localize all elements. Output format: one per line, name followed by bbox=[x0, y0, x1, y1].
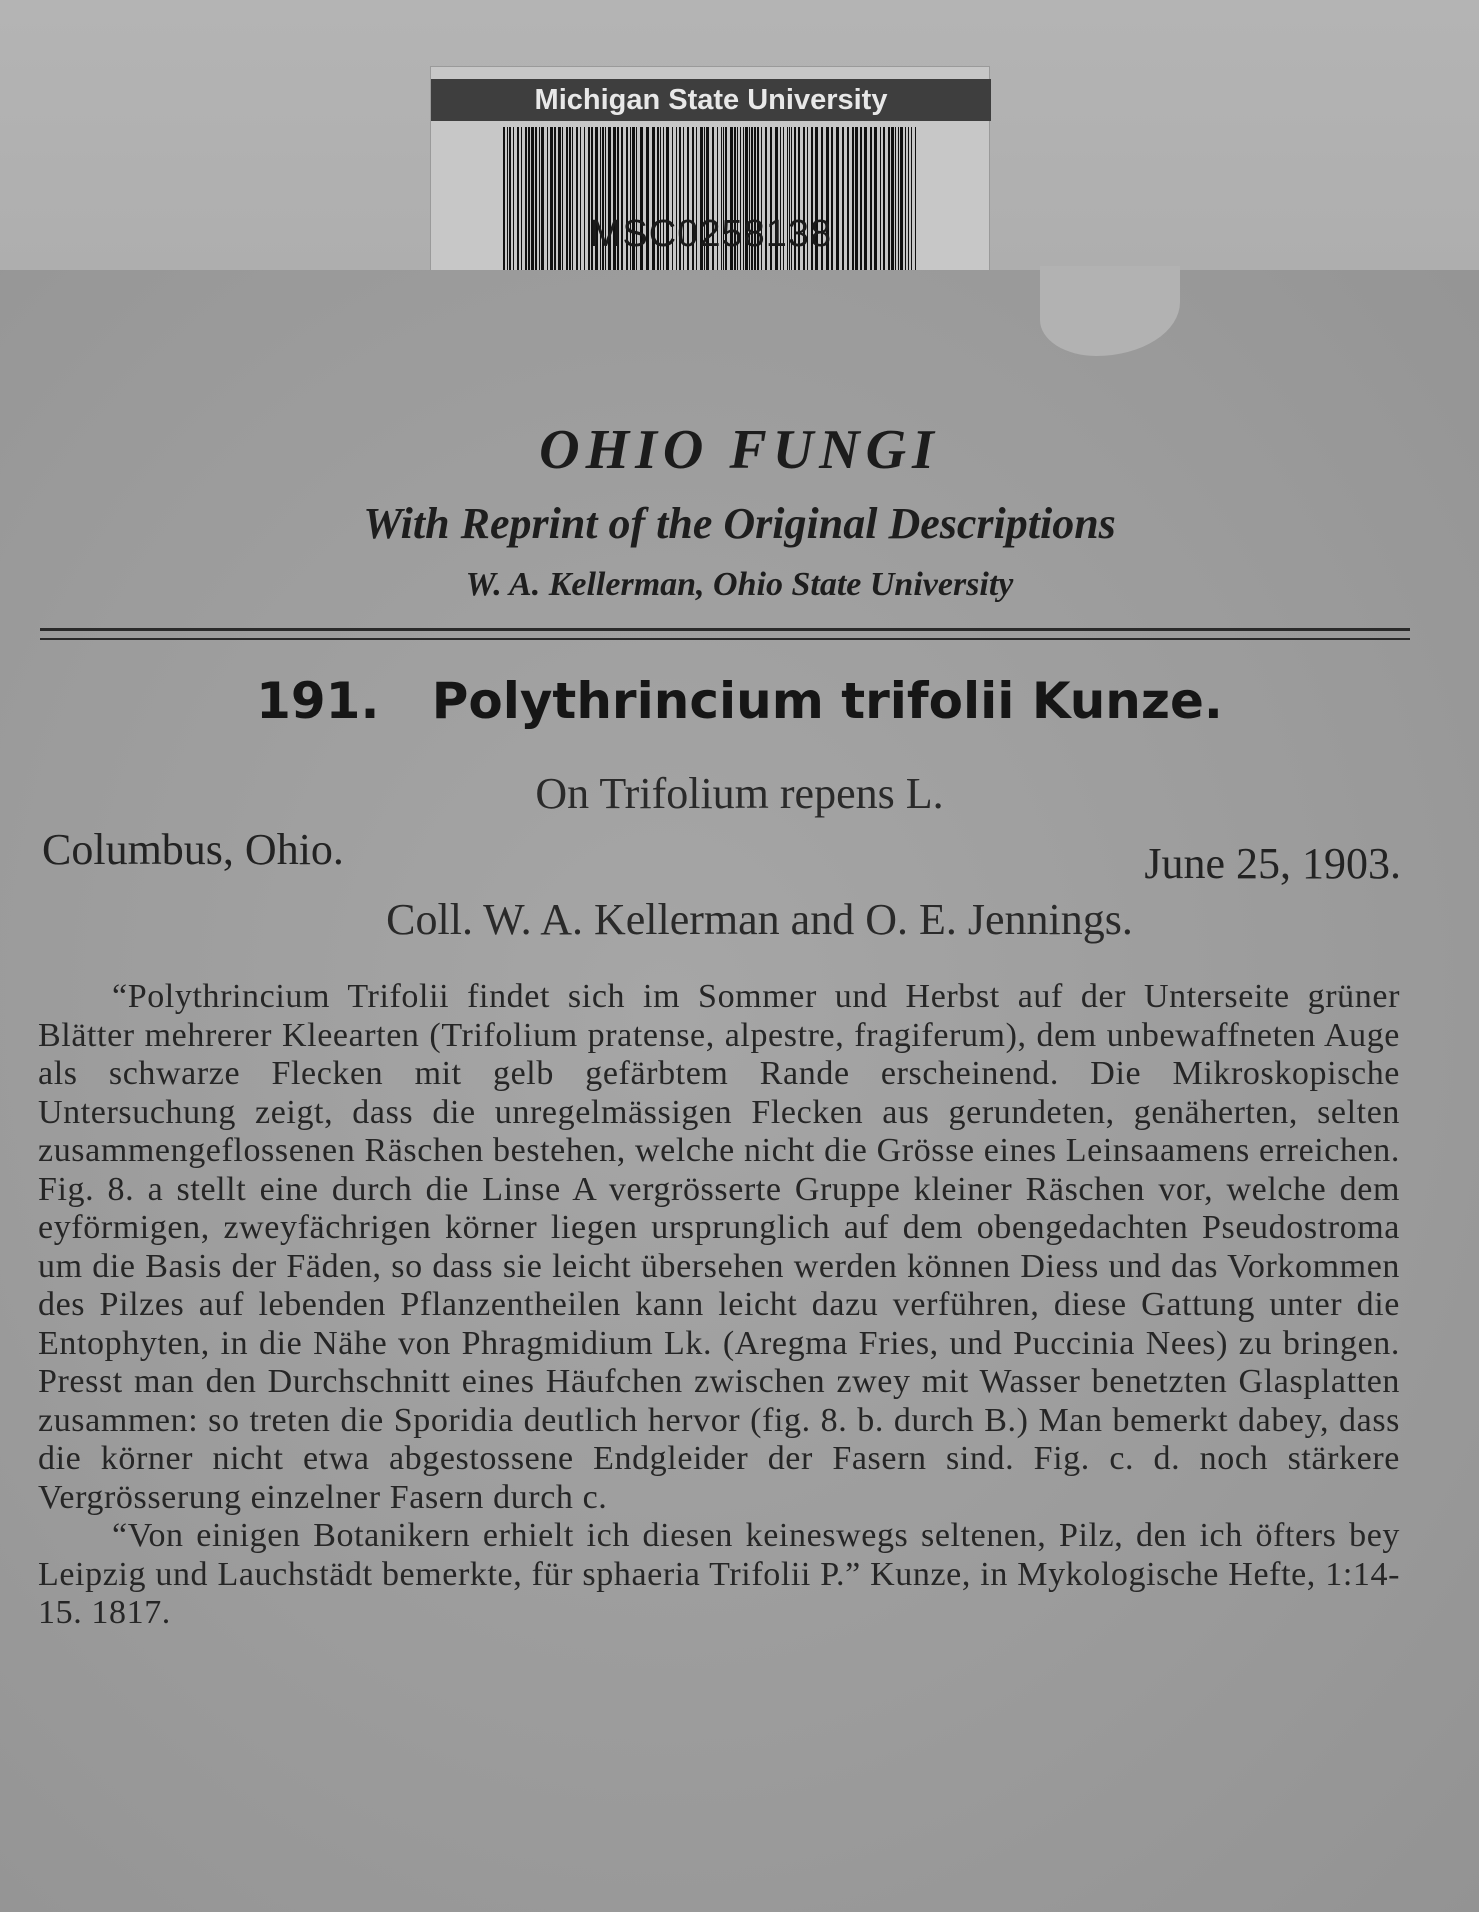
collection-locality: Columbus, Ohio. bbox=[42, 825, 344, 874]
collection-date: June 25, 1903. bbox=[1144, 839, 1401, 888]
barcode-image bbox=[501, 127, 921, 285]
series-author: W. A. Kellerman, Ohio State University bbox=[465, 566, 1014, 603]
herbarium-barcode-label bbox=[430, 66, 990, 276]
divider-rule-bottom bbox=[40, 638, 1410, 640]
description-paragraph: “Polythrincium Trifolii findet sich im Sommer und Herbst auf der Unterseite grüner Blätter mehrerer Kleearten (Trifolium pratense, alpestre, fragiferum), dem unbewaffneten Auge als schwarze Flecken mit gelb gefärbtem Rande erscheinend. Die Mikroskopische Untersuchung zeigt, dass die unregelmässigen Flecken aus gerundeten, genäherten, selten zusammengeflossenen Räschen bestehen, welche nicht die Grösse eines Leinsaamens erreichen. Fig. 8. a stellt eine durch die Linse A vergrösserte Gruppe kleiner Räschen vor, welche dem eyförmigen, zweyfächrigen körner liegen ursprunglich auf dem obengedachten Pseudostroma um die Basis der Fäden, so dass sie leicht übersehen werden können Diess und das Vorkommen des Pilzes auf lebenden Pflanzentheilen kann leicht dazu verführen, diese Gattung unter die Entophyten, in die Nähe von Phragmidium Lk. (Aregma Fries, und Puccinia Nees) zu bringen. Presst man den Durchschnitt eines Häufchen zwischen zwey mit Wasser benetzten Glasplatten zusammen: so treten die Sporidia deutlich hervor (fig. 8. b. durch B.) Man bemerkt dabey, dass die körner nicht etwa abgestossene Endgleider der Fasern sind. Fig. c. d. noch stärkere Vergrösserung einzelner Fasern durch c. bbox=[38, 978, 1400, 1516]
collectors: Coll. W. A. Kellerman and O. E. Jennings. bbox=[386, 895, 1133, 944]
description-paragraph: “Von einigen Botanikern erhielt ich diesen keineswegs seltenen, Pilz, den ich öfters bey Leipzig und Lauchstädt bemerkte, für sphaeria Trifolii P.” Kunze, in Mykologische Hefte, 1:14-15. 1817. bbox=[38, 1517, 1400, 1631]
species-heading bbox=[0, 672, 1479, 730]
divider-rule-top bbox=[40, 628, 1410, 631]
series-title: OHIO FUNGI bbox=[539, 419, 940, 481]
catalog-number: MSC0258138 bbox=[589, 213, 833, 255]
specimen-number: 191. bbox=[256, 672, 380, 730]
institution-name: Michigan State University bbox=[431, 79, 991, 121]
original-description bbox=[38, 978, 1400, 1633]
series-subtitle: With Reprint of the Original Descriptions bbox=[363, 499, 1116, 548]
species-name: Polythrincium trifolii Kunze. bbox=[431, 672, 1223, 730]
host-plant: On Trifolium repens L. bbox=[535, 769, 944, 818]
